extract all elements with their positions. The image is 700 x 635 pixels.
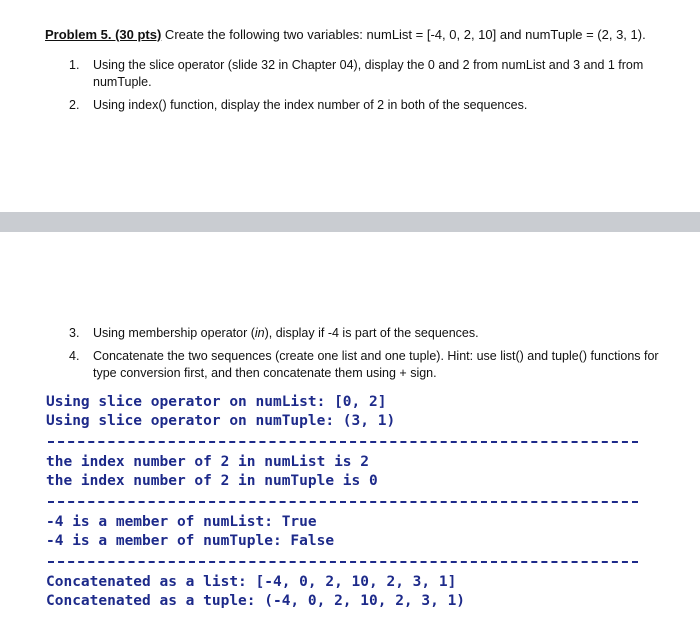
problem-heading bbox=[45, 27, 695, 42]
task-number: 4. bbox=[69, 349, 80, 363]
output-line: Concatenated as a list: [-4, 0, 2, 10, 2, 3, 1] bbox=[46, 574, 457, 590]
task-text: Using index() function, display the index number of 2 in both of the sequences. bbox=[93, 98, 528, 112]
task-text: Concatenate the two sequences (create one list and one tuple). Hint: use list() and tuple() functions for type conversion first, and then concatenate them using + sign. bbox=[93, 349, 659, 380]
problem-title: Problem 5. (30 pts) bbox=[45, 27, 162, 42]
task-text-post: ), display if -4 is part of the sequences. bbox=[264, 326, 479, 340]
task-text-keyword: in bbox=[254, 326, 265, 340]
output-line: Using slice operator on numList: [0, 2] bbox=[46, 394, 387, 410]
output-line: the index number of 2 in numTuple is 0 bbox=[46, 473, 378, 489]
task-item bbox=[69, 97, 659, 114]
task-text: Using the slice operator (slide 32 in Chapter 04), display the 0 and 2 from numList and 3 and 1 from numTuple. bbox=[93, 58, 644, 89]
dashed-separator bbox=[48, 501, 638, 503]
page-gap bbox=[0, 212, 700, 232]
problem-description: Create the following two variables: numList = [-4, 0, 2, 10] and numTuple = (2, 3, 1). bbox=[161, 27, 646, 42]
task-item bbox=[69, 348, 659, 382]
dashed-separator bbox=[48, 561, 638, 563]
task-text bbox=[93, 326, 479, 340]
output-line: Using slice operator on numTuple: (3, 1) bbox=[46, 413, 396, 429]
console-output bbox=[46, 393, 646, 611]
task-item bbox=[69, 57, 659, 91]
task-list-part2 bbox=[69, 325, 659, 388]
output-line: -4 is a member of numList: True bbox=[46, 514, 317, 530]
output-line: -4 is a member of numTuple: False bbox=[46, 533, 335, 549]
task-number: 3. bbox=[69, 326, 80, 340]
task-text-pre: Using membership operator ( bbox=[93, 326, 255, 340]
task-number: 2. bbox=[69, 98, 80, 112]
task-number: 1. bbox=[69, 58, 80, 72]
task-item bbox=[69, 325, 659, 342]
task-list-part1 bbox=[69, 57, 659, 120]
output-line: the index number of 2 in numList is 2 bbox=[46, 454, 370, 470]
dashed-separator bbox=[48, 441, 638, 443]
output-line: Concatenated as a tuple: (-4, 0, 2, 10, 2, 3, 1) bbox=[46, 593, 466, 609]
